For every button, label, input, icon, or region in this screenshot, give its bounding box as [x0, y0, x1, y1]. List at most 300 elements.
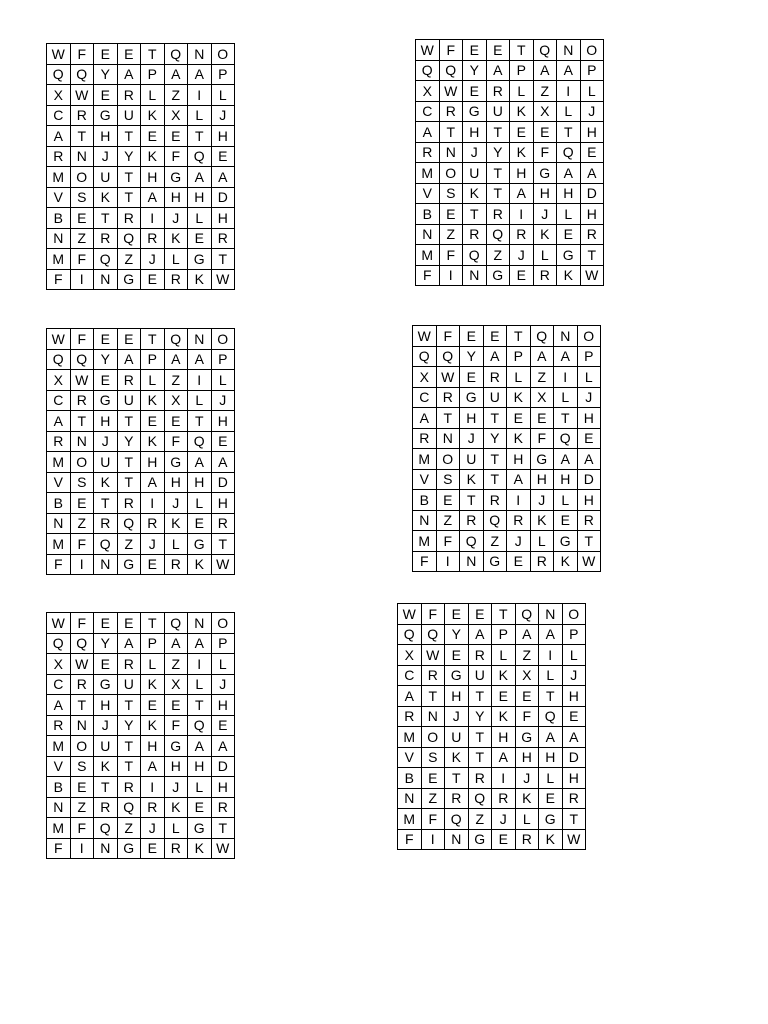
grid-cell: P	[562, 624, 586, 645]
grid-cell: E	[94, 654, 118, 675]
grid-cell: O	[211, 44, 235, 65]
grid-cell: H	[141, 452, 165, 473]
grid-row	[398, 604, 586, 625]
grid-cell: Q	[416, 60, 440, 81]
grid-cell: O	[436, 449, 460, 470]
grid-cell: K	[530, 510, 554, 531]
grid-cell: H	[94, 695, 118, 716]
grid-cell: R	[421, 665, 445, 686]
grid-row	[416, 142, 604, 163]
grid-cell: R	[413, 428, 437, 449]
grid-cell: E	[463, 40, 487, 61]
grid-cell: Y	[117, 146, 141, 167]
grid-cell: E	[460, 367, 484, 388]
grid-cell: T	[141, 613, 165, 634]
grid-cell: E	[515, 686, 539, 707]
grid-cell: J	[533, 204, 557, 225]
grid-cell: F	[164, 715, 188, 736]
grid-row	[413, 408, 601, 429]
grid-cell: A	[117, 633, 141, 654]
grid-cell: Q	[557, 142, 581, 163]
grid-cell: K	[164, 797, 188, 818]
grid-cell: R	[164, 269, 188, 290]
grid-cell: R	[510, 224, 534, 245]
grid-cell: R	[47, 146, 71, 167]
grid-cell: K	[533, 224, 557, 245]
grid-row	[47, 329, 235, 350]
grid-cell: O	[421, 727, 445, 748]
grid-row	[416, 122, 604, 143]
grid-cell: R	[141, 797, 165, 818]
grid-cell: T	[468, 747, 492, 768]
grid-cell: E	[510, 122, 534, 143]
grid-cell: G	[117, 269, 141, 290]
grid-row	[416, 183, 604, 204]
grid-cell: H	[507, 449, 531, 470]
grid-cell: R	[164, 554, 188, 575]
grid-cell: T	[211, 818, 235, 839]
grid-cell: E	[492, 686, 516, 707]
grid-cell: K	[141, 715, 165, 736]
grid-cell: Q	[117, 513, 141, 534]
grid-cell: R	[468, 645, 492, 666]
grid-cell: N	[413, 510, 437, 531]
grid-row	[47, 513, 235, 534]
grid-cell: C	[398, 665, 422, 686]
grid-cell: E	[94, 44, 118, 65]
grid-cell: L	[211, 85, 235, 106]
grid-cell: Y	[94, 349, 118, 370]
grid-cell: F	[439, 40, 463, 61]
grid-cell: N	[398, 788, 422, 809]
grid-cell: Q	[70, 349, 94, 370]
grid-cell: O	[562, 604, 586, 625]
grid-cell: E	[141, 838, 165, 859]
grid-cell: I	[188, 654, 212, 675]
grid-cell: O	[70, 736, 94, 757]
grid-cell: W	[47, 329, 71, 350]
grid-cell: R	[398, 706, 422, 727]
grid-cell: P	[211, 64, 235, 85]
grid-cell: Q	[94, 534, 118, 555]
grid-cell: Q	[436, 346, 460, 367]
grid-cell: M	[47, 534, 71, 555]
grid-cell: G	[460, 387, 484, 408]
grid-cell: K	[188, 554, 212, 575]
grid-cell: R	[486, 81, 510, 102]
grid-cell: R	[211, 797, 235, 818]
grid-cell: R	[141, 513, 165, 534]
grid-cell: G	[539, 809, 563, 830]
grid-cell: K	[539, 829, 563, 850]
grid-cell: U	[117, 105, 141, 126]
grid-cell: L	[492, 645, 516, 666]
grid-cell: A	[416, 122, 440, 143]
grid-cell: L	[164, 534, 188, 555]
grid-cell: L	[188, 390, 212, 411]
grid-cell: A	[141, 756, 165, 777]
grid-cell: M	[416, 163, 440, 184]
grid-cell: Z	[483, 531, 507, 552]
grid-cell: O	[70, 452, 94, 473]
grid-cell: Z	[530, 367, 554, 388]
grid-cell: E	[94, 370, 118, 391]
grid-row	[47, 370, 235, 391]
grid-cell: F	[416, 265, 440, 286]
grid-cell: Y	[463, 60, 487, 81]
grid-cell: I	[554, 367, 578, 388]
grid-cell: I	[539, 645, 563, 666]
grid-cell: Z	[439, 224, 463, 245]
grid-row	[398, 747, 586, 768]
grid-cell: F	[530, 428, 554, 449]
grid-cell: W	[416, 40, 440, 61]
grid-cell: N	[463, 265, 487, 286]
grid-cell: Q	[533, 40, 557, 61]
grid-cell: N	[94, 269, 118, 290]
grid-cell: N	[439, 142, 463, 163]
grid-cell: E	[533, 122, 557, 143]
grid-cell: V	[416, 183, 440, 204]
grid-cell: R	[70, 105, 94, 126]
grid-cell: G	[188, 818, 212, 839]
grid-cell: U	[463, 163, 487, 184]
grid-cell: E	[577, 428, 601, 449]
grid-cell: I	[188, 370, 212, 391]
grid-cell: A	[164, 633, 188, 654]
grid-cell: I	[141, 777, 165, 798]
grid-cell: A	[211, 736, 235, 757]
grid-cell: L	[510, 81, 534, 102]
grid-cell: E	[460, 326, 484, 347]
grid-row	[416, 163, 604, 184]
grid-cell: K	[463, 183, 487, 204]
grid-cell: L	[188, 674, 212, 695]
grid-cell: T	[117, 187, 141, 208]
grid-cell: P	[141, 349, 165, 370]
grid-cell: W	[211, 554, 235, 575]
grid-cell: I	[421, 829, 445, 850]
grid-cell: F	[70, 613, 94, 634]
grid-cell: E	[188, 797, 212, 818]
grid-cell: V	[398, 747, 422, 768]
grid-cell: N	[445, 829, 469, 850]
grid-row	[47, 715, 235, 736]
grid-cell: J	[515, 768, 539, 789]
grid-cell: K	[507, 387, 531, 408]
grid-cell: T	[117, 452, 141, 473]
grid-cell: T	[94, 208, 118, 229]
grid-row	[47, 44, 235, 65]
grid-cell: I	[70, 554, 94, 575]
grid-cell: V	[413, 469, 437, 490]
grid-cell: E	[164, 695, 188, 716]
grid-cell: R	[211, 513, 235, 534]
grid-cell: H	[463, 122, 487, 143]
grid-cell: N	[557, 40, 581, 61]
grid-cell: Q	[460, 531, 484, 552]
grid-cell: M	[47, 452, 71, 473]
word-search-grid-2	[415, 39, 604, 286]
grid-cell: A	[188, 349, 212, 370]
grid-row	[416, 204, 604, 225]
grid-row	[416, 101, 604, 122]
grid-cell: Y	[486, 142, 510, 163]
grid-cell: Y	[483, 428, 507, 449]
grid-cell: U	[445, 727, 469, 748]
grid-cell: P	[510, 60, 534, 81]
grid-row	[47, 472, 235, 493]
grid-cell: L	[533, 245, 557, 266]
grid-cell: Q	[188, 715, 212, 736]
grid-cell: Z	[164, 654, 188, 675]
grid-cell: U	[468, 665, 492, 686]
grid-cell: J	[211, 674, 235, 695]
grid-cell: W	[580, 265, 604, 286]
grid-row	[398, 768, 586, 789]
grid-row	[47, 411, 235, 432]
grid-cell: H	[164, 756, 188, 777]
grid-cell: N	[188, 44, 212, 65]
grid-cell: X	[47, 85, 71, 106]
grid-row	[47, 187, 235, 208]
grid-cell: M	[47, 249, 71, 270]
grid-cell: G	[117, 838, 141, 859]
grid-row	[47, 85, 235, 106]
grid-cell: L	[530, 531, 554, 552]
grid-cell: T	[468, 686, 492, 707]
grid-cell: M	[413, 531, 437, 552]
grid-cell: J	[164, 493, 188, 514]
grid-cell: X	[47, 370, 71, 391]
grid-cell: N	[416, 224, 440, 245]
grid-cell: R	[94, 797, 118, 818]
grid-cell: A	[413, 408, 437, 429]
grid-cell: Y	[460, 346, 484, 367]
grid-cell: G	[533, 163, 557, 184]
grid-cell: R	[94, 228, 118, 249]
grid-cell: W	[47, 44, 71, 65]
grid-row	[47, 269, 235, 290]
grid-cell: Z	[421, 788, 445, 809]
grid-row	[47, 654, 235, 675]
grid-cell: A	[533, 60, 557, 81]
grid-cell: F	[515, 706, 539, 727]
grid-cell: Q	[70, 633, 94, 654]
grid-cell: D	[562, 747, 586, 768]
grid-cell: E	[211, 715, 235, 736]
grid-cell: J	[580, 101, 604, 122]
grid-cell: O	[211, 613, 235, 634]
grid-cell: K	[141, 390, 165, 411]
grid-cell: A	[515, 624, 539, 645]
grid-cell: T	[188, 126, 212, 147]
grid-cell: L	[188, 493, 212, 514]
grid-cell: H	[554, 469, 578, 490]
grid-cell: K	[164, 513, 188, 534]
grid-cell: Z	[117, 249, 141, 270]
grid-cell: W	[211, 269, 235, 290]
grid-cell: L	[211, 654, 235, 675]
grid-cell: J	[211, 390, 235, 411]
grid-cell: Q	[539, 706, 563, 727]
grid-cell: W	[47, 613, 71, 634]
grid-cell: S	[421, 747, 445, 768]
grid-cell: J	[94, 146, 118, 167]
grid-cell: M	[47, 818, 71, 839]
grid-cell: H	[510, 163, 534, 184]
grid-cell: L	[580, 81, 604, 102]
grid-cell: R	[507, 510, 531, 531]
grid-cell: E	[554, 510, 578, 531]
grid-cell: Q	[413, 346, 437, 367]
grid-cell: G	[554, 531, 578, 552]
grid-cell: N	[94, 554, 118, 575]
grid-cell: A	[211, 167, 235, 188]
grid-cell: A	[486, 60, 510, 81]
grid-cell: H	[460, 408, 484, 429]
grid-cell: T	[421, 686, 445, 707]
grid-cell: G	[483, 551, 507, 572]
grid-row	[47, 534, 235, 555]
word-search-grid-3	[46, 328, 235, 575]
grid-cell: T	[486, 163, 510, 184]
grid-cell: W	[413, 326, 437, 347]
grid-cell: J	[445, 706, 469, 727]
grid-cell: M	[398, 809, 422, 830]
grid-cell: K	[94, 187, 118, 208]
grid-cell: Z	[164, 85, 188, 106]
grid-cell: Q	[94, 249, 118, 270]
grid-cell: A	[539, 727, 563, 748]
grid-cell: A	[562, 727, 586, 748]
grid-row	[47, 777, 235, 798]
grid-row	[416, 60, 604, 81]
grid-cell: N	[188, 613, 212, 634]
grid-cell: H	[539, 747, 563, 768]
grid-cell: F	[398, 829, 422, 850]
grid-cell: T	[562, 809, 586, 830]
grid-cell: P	[507, 346, 531, 367]
grid-cell: K	[515, 788, 539, 809]
grid-cell: L	[577, 367, 601, 388]
grid-cell: E	[510, 265, 534, 286]
grid-cell: E	[211, 431, 235, 452]
grid-cell: F	[421, 809, 445, 830]
grid-cell: E	[539, 788, 563, 809]
grid-cell: T	[483, 408, 507, 429]
grid-row	[413, 449, 601, 470]
grid-cell: R	[117, 493, 141, 514]
grid-cell: Z	[436, 510, 460, 531]
grid-cell: G	[486, 265, 510, 286]
grid-cell: Z	[164, 370, 188, 391]
grid-cell: C	[47, 390, 71, 411]
grid-cell: N	[47, 797, 71, 818]
grid-cell: Q	[47, 64, 71, 85]
grid-cell: P	[577, 346, 601, 367]
grid-cell: X	[164, 674, 188, 695]
grid-cell: A	[117, 64, 141, 85]
grid-cell: E	[141, 554, 165, 575]
grid-cell: U	[483, 387, 507, 408]
grid-cell: A	[554, 346, 578, 367]
grid-cell: J	[141, 534, 165, 555]
grid-cell: Q	[398, 624, 422, 645]
grid-cell: I	[510, 204, 534, 225]
grid-cell: A	[483, 346, 507, 367]
grid-cell: A	[47, 411, 71, 432]
grid-cell: U	[117, 674, 141, 695]
grid-cell: L	[507, 367, 531, 388]
grid-cell: R	[463, 224, 487, 245]
grid-cell: K	[492, 665, 516, 686]
grid-cell: I	[141, 493, 165, 514]
grid-row	[47, 736, 235, 757]
grid-cell: D	[580, 183, 604, 204]
grid-cell: T	[70, 411, 94, 432]
grid-cell: L	[164, 249, 188, 270]
grid-cell: D	[211, 187, 235, 208]
grid-cell: Q	[70, 64, 94, 85]
grid-row	[413, 469, 601, 490]
grid-cell: I	[492, 768, 516, 789]
grid-cell: Q	[117, 797, 141, 818]
grid-cell: Z	[70, 797, 94, 818]
grid-cell: A	[47, 126, 71, 147]
grid-row	[398, 665, 586, 686]
grid-cell: X	[515, 665, 539, 686]
grid-cell: G	[188, 249, 212, 270]
grid-cell: E	[507, 408, 531, 429]
grid-cell: E	[117, 329, 141, 350]
grid-cell: H	[94, 411, 118, 432]
grid-cell: Y	[445, 624, 469, 645]
grid-cell: E	[483, 326, 507, 347]
grid-cell: P	[492, 624, 516, 645]
grid-row	[398, 788, 586, 809]
grid-cell: R	[436, 387, 460, 408]
grid-cell: H	[188, 756, 212, 777]
grid-cell: E	[562, 706, 586, 727]
grid-cell: R	[460, 510, 484, 531]
grid-cell: E	[94, 85, 118, 106]
grid-cell: T	[510, 40, 534, 61]
grid-cell: J	[507, 531, 531, 552]
grid-cell: U	[94, 452, 118, 473]
grid-cell: A	[557, 60, 581, 81]
grid-cell: P	[211, 349, 235, 370]
grid-row	[416, 265, 604, 286]
grid-cell: H	[164, 472, 188, 493]
grid-cell: A	[188, 452, 212, 473]
grid-row	[47, 838, 235, 859]
grid-cell: B	[47, 777, 71, 798]
grid-cell: G	[117, 554, 141, 575]
grid-cell: N	[47, 228, 71, 249]
grid-cell: F	[436, 326, 460, 347]
grid-cell: Q	[47, 349, 71, 370]
grid-cell: G	[94, 105, 118, 126]
grid-cell: T	[468, 727, 492, 748]
grid-cell: R	[117, 85, 141, 106]
grid-cell: J	[141, 818, 165, 839]
word-search-grid-6	[397, 603, 586, 850]
grid-cell: B	[398, 768, 422, 789]
grid-cell: G	[188, 534, 212, 555]
grid-cell: R	[117, 654, 141, 675]
grid-cell: R	[486, 204, 510, 225]
